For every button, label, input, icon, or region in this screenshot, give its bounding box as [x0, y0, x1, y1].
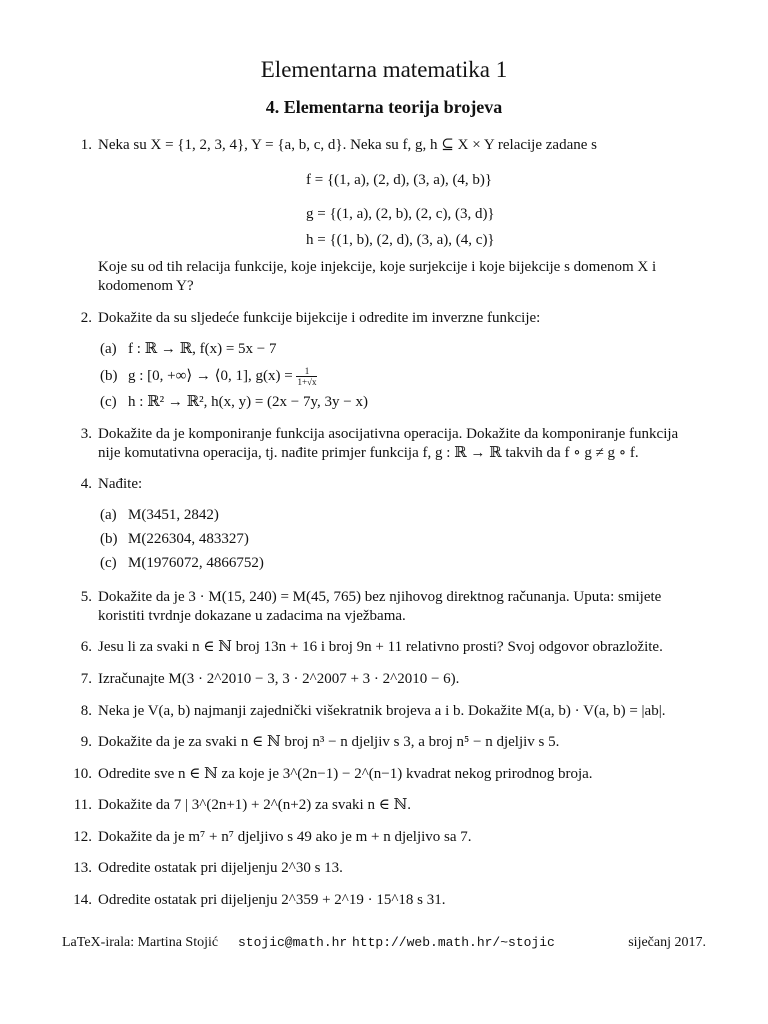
problem-text: Neka su X = {1, 2, 3, 4}, Y = {a, b, c, d}. Neka su f, g, h ⊆ X × Y relacije zadane s: [98, 137, 597, 153]
problem-text: Koje su od tih relacija funkcije, koje injekcije, koje surjekcije i koje bijekcije s domenom X i: [98, 259, 657, 275]
problem-text: Jesu li za svaki n ∈ ℕ broj 13n + 16 i broj 9n + 11 relativno prosti? Svoj odgovor obrazložite.: [98, 639, 663, 655]
fraction: [296, 366, 317, 387]
problem-text: Dokažite da je m⁷ + n⁷ djeljivo s 49 ako je m + n djeljivo sa 7.: [98, 829, 472, 845]
problem-number: 13.: [73, 860, 92, 876]
problem-text: Neka je V(a, b) najmanji zajednički višekratnik brojeva a i b. Dokažite M(a, b) · V(a, b) = |ab|.: [98, 703, 666, 719]
section-title: 4. Elementarna teorija brojeva: [265, 97, 503, 117]
list-item: [100, 506, 219, 525]
problem-text: Odredite ostatak pri dijeljenju 2^359 + 2^19 · 15^18 s 31.: [98, 892, 446, 908]
fraction-numerator: 1: [296, 366, 317, 377]
item-text: f : ℝ → ℝ, f(x) = 5x − 7: [128, 341, 277, 357]
problem-text: kodomenom Y?: [98, 278, 194, 294]
item-label: (c): [100, 555, 117, 571]
problem-number: 2.: [80, 310, 92, 326]
problem-number: 14.: [73, 892, 92, 908]
problem-number: 3.: [80, 426, 92, 442]
problem-text: Odredite sve n ∈ ℕ za koje je 3^(2n−1) − 2^(n−1) kvadrat nekog prirodnog broja.: [98, 766, 593, 782]
problem-number: 11.: [73, 797, 92, 813]
item-label: (a): [100, 341, 117, 357]
footer-author: LaTeX-irala: Martina Stojić: [62, 935, 219, 950]
item-text: h : ℝ² → ℝ², h(x, y) = (2x − 7y, 3y − x): [128, 394, 368, 410]
problem-text: Dokažite da je za svaki n ∈ ℕ broj n³ − n djeljiv s 3, a broj n⁵ − n djeljiv s 5.: [98, 734, 560, 750]
item-text: M(1976072, 4866752): [128, 555, 264, 571]
equation-f: f = {(1, a), (2, d), (3, a), (4, b)}: [306, 172, 493, 188]
list-item: [100, 340, 277, 359]
problem-text: Izračunajte M(3 · 2^2010 − 3, 3 · 2^2007 + 3 · 2^2010 − 6).: [98, 671, 460, 687]
footer-date: siječanj 2017.: [628, 935, 706, 950]
problem-number: 5.: [80, 589, 92, 605]
item-label: (a): [100, 507, 117, 523]
equation-g: g = {(1, a), (2, b), (2, c), (3, d)}: [306, 206, 495, 222]
problem-text: Dokažite da je 3 · M(15, 240) = M(45, 765) bez njihovog direktnog računanja. Uputa: smijete: [98, 589, 662, 605]
problem-text: Dokažite da su sljedeće funkcije bijekcije i odredite im inverzne funkcije:: [98, 310, 541, 326]
problem-number: 7.: [80, 671, 92, 687]
list-item: [100, 393, 368, 412]
problem-number: 6.: [80, 639, 92, 655]
problem-number: 8.: [80, 703, 92, 719]
item-text: g : [0, +∞⟩ → ⟨0, 1], g(x) =: [128, 367, 293, 384]
problem-text: Odredite ostatak pri dijeljenju 2^30 s 13.: [98, 860, 343, 876]
item-label: (b): [100, 367, 118, 384]
problem-number: 4.: [80, 476, 92, 492]
list-item: [100, 366, 317, 387]
footer-url[interactable]: http://web.math.hr/~stojic: [352, 935, 555, 950]
item-text: M(3451, 2842): [128, 507, 219, 523]
problem-text: nije komutativna operacija, tj. nađite primjer funkcija f, g : ℝ → ℝ takvih da f ∘ g ≠ g ∘ f.: [98, 445, 639, 461]
document-title: Elementarna matematika 1: [260, 57, 508, 82]
problem-text: Nađite:: [98, 476, 143, 492]
equation-h: h = {(1, b), (2, d), (3, a), (4, c)}: [306, 232, 495, 248]
list-item: [100, 530, 249, 549]
item-label: (c): [100, 394, 117, 410]
fraction-denominator: 1+√x: [297, 377, 317, 387]
list-item: [100, 554, 264, 573]
problem-text: Dokažite da 7 | 3^(2n+1) + 2^(n+2) za svaki n ∈ ℕ.: [98, 797, 412, 813]
problem-number: 9.: [80, 734, 92, 750]
problem-text: koristiti tvrdnje dokazane u zadacima na vježbama.: [98, 608, 406, 624]
problem-number: 12.: [73, 829, 92, 845]
problem-number: 1.: [80, 137, 92, 153]
problem-number: 10.: [73, 766, 92, 782]
problem-text: Dokažite da je komponiranje funkcija asocijativna operacija. Dokažite da komponiranje funkcija: [98, 426, 679, 442]
item-text: M(226304, 483327): [128, 531, 249, 547]
item-label: (b): [100, 531, 118, 547]
footer-email[interactable]: stojic@math.hr: [238, 935, 348, 950]
